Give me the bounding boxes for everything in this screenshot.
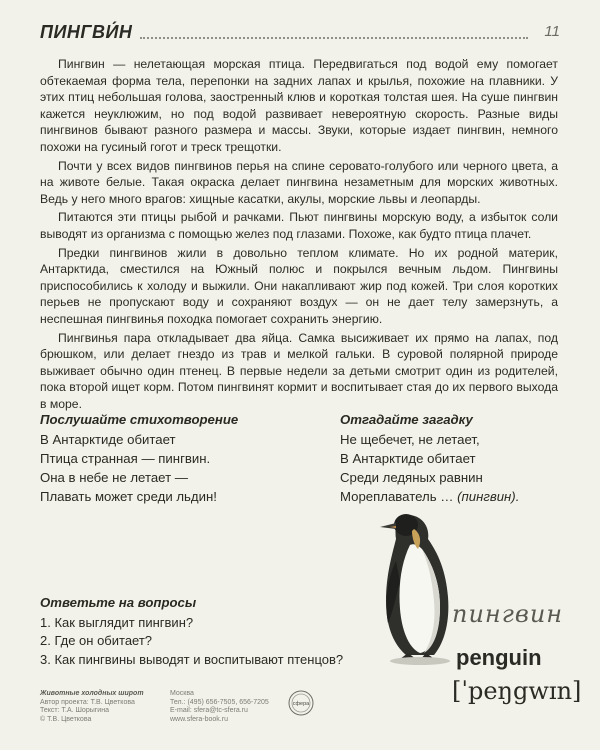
word-transcription: [ˈpeŋgwɪn] (452, 677, 582, 705)
footer-author: Автор проекта: Т.В. Цветкова (40, 698, 135, 706)
riddle-last-text: Мореплаватель … (340, 489, 454, 504)
page-header (40, 22, 560, 46)
poem-line: Плавать может среди льдин! (40, 489, 217, 504)
poem-line: Она в небе не летает — (40, 470, 188, 485)
paragraph: Почти у всех видов пингвинов перья на спине серовато-голубого или черного цвета, а на животе белые. Такая окраска делает пингвина незаметным для морских животных. Ведь у него много врагов: хищные касатки, акулы, морские львы и леопарды. (40, 158, 558, 206)
question-item: 2. Где он обитает? (40, 633, 153, 648)
question-item: 1. Как выглядит пингвин? (40, 614, 194, 630)
footer-phone: Тел.: (495) 656-7505, 656-7205 (170, 698, 269, 706)
paragraph: Пингвин — нелетающая морская птица. Передвигаться под водой ему помогает обтекаемая форма тела, перепонки на задних лапах и крылья, похожие на плавники. У этих птиц небольшая голова, заостренный клюв и короткая толстая шея. На суше пингвин кажется неуклюжим, но под водой развивает невероятную скорость. Разные виды пингвинов бывают разного размера и массы. Звуки, которые издает пингвин, немного похожи на гусиный гогот и треск трещотки. (40, 57, 558, 154)
poem-line: В Антарктиде обитает (40, 432, 176, 447)
riddle-line: В Антарктиде обитает (340, 451, 476, 466)
header-dotted-leader (140, 37, 528, 39)
footer-contacts (170, 690, 290, 724)
riddle-line: Среди ледяных равнин (340, 470, 483, 485)
page-number: 11 (544, 23, 560, 40)
riddle-section (340, 410, 570, 506)
paragraph: Питаются эти птицы рыбой и рачками. Пьют пингвины морскую воду, а избыток соли выводят из организма с помощью желез под глазами. Похоже, как будто птица плачет. (40, 210, 558, 241)
word-cursive: пингвин (452, 600, 564, 628)
footer-series: Животные холодных широт (40, 690, 144, 697)
footer-site: www.sfera-book.ru (170, 715, 228, 723)
question-item: 3. Как пингвины выводят и воспитывают птенцов? (40, 651, 344, 667)
riddle-title: Отгадайте загадку (340, 412, 473, 427)
word-english: penguin (456, 645, 542, 670)
penguin-illustration (378, 505, 462, 667)
riddle-last-line (340, 487, 570, 506)
riddle-line: Не щебечет, не летает, (340, 432, 480, 447)
questions-title: Ответьте на вопросы (40, 595, 197, 610)
poem-line: Птица странная — пингвин. (40, 451, 211, 466)
riddle-answer: (пингвин). (457, 489, 520, 504)
questions-section (40, 594, 400, 669)
poem-title: Послушайте стихотворение (40, 412, 239, 427)
paragraph: Предки пингвинов жили в довольно теплом климате. Но их родной материк, Антарктида, сместился на Южный полюс и покрылся вечным льдом. Пингвины приспособились к холоду и выжили. Они накапливают жир под кожей. Три слоя коротких перьев не пропускают воду и сохраняют воздух — он не дает телу замерзнуть, а неспешная пингвинья походка помогает сохранить энергию. (40, 245, 558, 326)
poem-section (40, 410, 320, 506)
sfera-logo-text: сфера (292, 701, 310, 707)
footer-city: Москва (170, 690, 194, 697)
sfera-logo-icon (288, 690, 314, 716)
paragraph: Пингвинья пара откладывает два яйца. Самка высиживает их прямо на лапах, под брюшком, или делает гнездо из трав и мелкой гальки. В суровой полярной природе выживает обычно один птенец. В первые недели за детьми смотрит один из родителей, пока второй ищет корм. Потом пингвинят кормит и воспитывает стая до их первого выхода в море. (40, 330, 558, 411)
page-footer (40, 690, 460, 730)
article-text (40, 56, 558, 414)
footer-credits (40, 690, 160, 724)
page-title: ПИНГВИ́Н (40, 22, 133, 42)
footer-text-author: Текст: Т.А. Шорыгина (40, 707, 109, 715)
footer-email: E-mail: sfera@tc-sfera.ru (170, 707, 248, 715)
footer-copyright: © Т.В. Цветкова (40, 715, 92, 723)
